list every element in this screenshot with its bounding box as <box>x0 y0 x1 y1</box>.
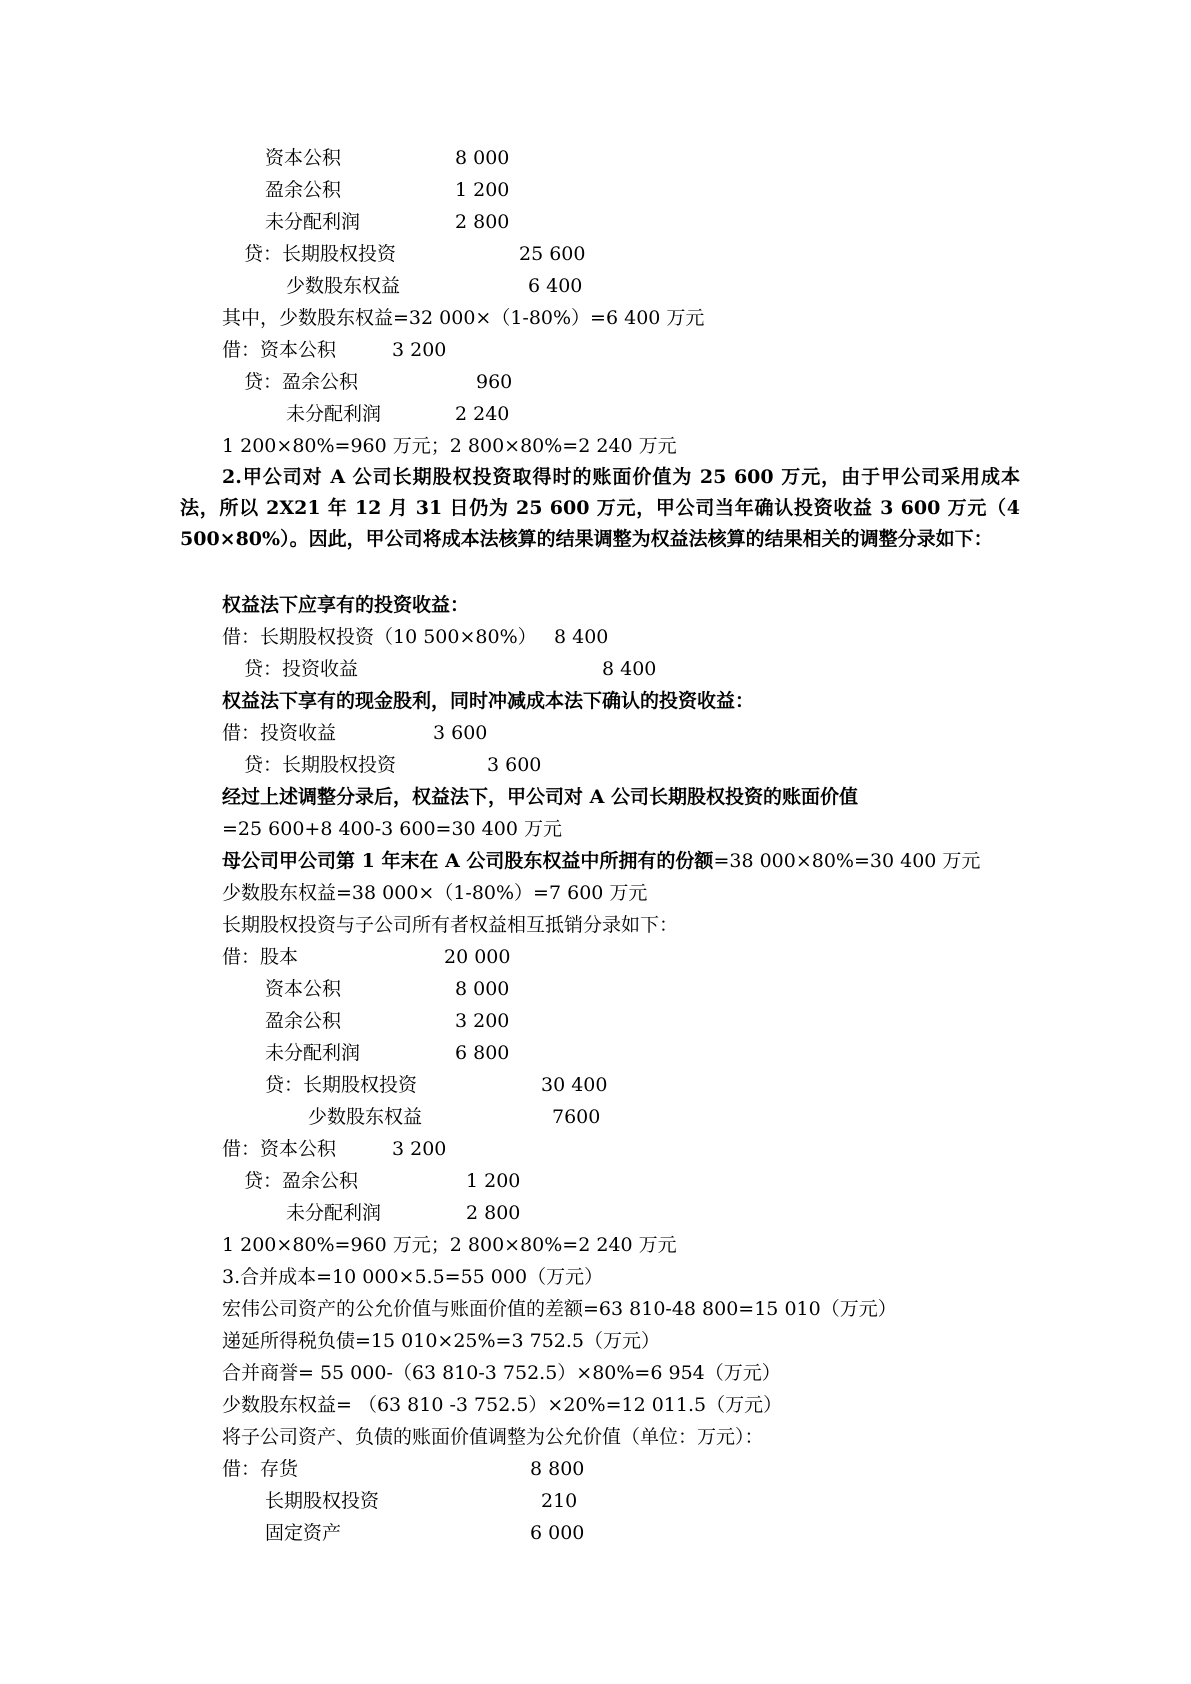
text-line: 少数股东权益= （63 810 -3 752.5）×20%=12 011.5（万元） <box>222 1394 783 1416</box>
account-name: 未分配利润 <box>286 403 382 425</box>
amount: 3 200 <box>392 339 447 361</box>
account-name: 未分配利润 <box>286 1202 382 1224</box>
entry-line <box>0 367 1191 398</box>
account-name: 资本公积 <box>265 147 342 169</box>
account-name: 贷：盈余公积 <box>244 1170 359 1192</box>
account-name: 盈余公积 <box>265 179 342 201</box>
text-line: 其中，少数股东权益=32 000×（1-80%）=6 400 万元 <box>222 307 705 329</box>
account-name: 借：投资收益 <box>222 722 337 744</box>
entry-line <box>0 143 1191 174</box>
entry-line <box>0 1486 1191 1517</box>
account-name: 少数股东权益 <box>308 1106 423 1128</box>
text-line: 递延所得税负债=15 010×25%=3 752.5（万元） <box>222 1330 660 1352</box>
formula: =38 000×80%=30 400 万元 <box>713 850 981 872</box>
text-line: 长期股权投资与子公司所有者权益相互抵销分录如下： <box>222 914 679 936</box>
account-name: 未分配利润 <box>265 1042 361 1064</box>
amount: 25 600 <box>519 243 586 265</box>
entry-line <box>0 1454 1191 1485</box>
account-name: 固定资产 <box>265 1522 342 1544</box>
entry-line <box>0 239 1191 270</box>
account-name: 资本公积 <box>265 978 342 1000</box>
paragraph: 2.甲公司对 A 公司长期股权投资取得时的账面价值为 25 600 万元，由于甲公司采用成本法，所以 2X21 年 12 月 31 日仍为 25 600 万元，甲公司当年确认投资收益 3 600 万元（4 500×80%）。因此，甲公司将成本法核算的结果调整为权益法核算的结果相关的调整分录如下： <box>180 466 1020 550</box>
subheading: 权益法下应享有的投资收益： <box>222 594 470 616</box>
entry-line <box>0 1198 1191 1229</box>
amount: 2 240 <box>455 403 510 425</box>
amount: 960 <box>476 371 513 393</box>
entry-line <box>0 942 1191 973</box>
entry-line <box>0 271 1191 302</box>
entry-line <box>0 1166 1191 1197</box>
entry-line <box>0 1070 1191 1101</box>
account-name: 贷：投资收益 <box>244 658 359 680</box>
account-name: 贷：盈余公积 <box>244 371 359 393</box>
text-line: 合并商誉= 55 000-（63 810-3 752.5）×80%=6 954（万元） <box>222 1362 781 1384</box>
subheading: 权益法下享有的现金股利，同时冲减成本法下确认的投资收益： <box>222 690 755 712</box>
text-line: 1 200×80%=960 万元；2 800×80%=2 240 万元 <box>222 1234 677 1256</box>
account-name: 借：资本公积 <box>222 339 337 361</box>
entry-line <box>0 974 1191 1005</box>
entry-line <box>0 1518 1191 1549</box>
subheading: 经过上述调整分录后，权益法下，甲公司对 A 公司长期股权投资的账面价值 <box>222 786 858 808</box>
amount: 2 800 <box>466 1202 521 1224</box>
account-name: 借：长期股权投资（10 500×80%） <box>222 626 537 648</box>
entry-line <box>0 175 1191 206</box>
text-line: 3.合并成本=10 000×5.5=55 000（万元） <box>222 1266 604 1288</box>
text-line: =25 600+8 400-3 600=30 400 万元 <box>222 818 562 840</box>
entry-line <box>0 622 1191 653</box>
amount: 8 800 <box>530 1458 585 1480</box>
account-name: 贷：长期股权投资 <box>244 243 397 265</box>
amount: 2 800 <box>455 211 510 233</box>
entry-line <box>0 207 1191 238</box>
account-name: 贷：长期股权投资 <box>244 754 397 776</box>
amount: 3 200 <box>392 1138 447 1160</box>
amount: 30 400 <box>541 1074 608 1096</box>
bold-phrase: 母公司甲公司第 1 年末在 A 公司股东权益中所拥有的份额 <box>222 850 714 872</box>
entry-line <box>0 654 1191 685</box>
amount: 8 400 <box>554 626 609 648</box>
entry-line <box>0 1038 1191 1069</box>
entry-line <box>0 399 1191 430</box>
amount: 8 400 <box>602 658 657 680</box>
amount: 3 600 <box>433 722 488 744</box>
amount: 3 600 <box>487 754 542 776</box>
amount: 6 000 <box>530 1522 585 1544</box>
account-name: 少数股东权益 <box>286 275 401 297</box>
account-name: 盈余公积 <box>265 1010 342 1032</box>
amount: 20 000 <box>444 946 511 968</box>
entry-line <box>0 335 1191 366</box>
entry-line <box>0 1102 1191 1133</box>
account-name: 长期股权投资 <box>265 1490 380 1512</box>
account-name: 未分配利润 <box>265 211 361 233</box>
text-line <box>222 846 980 877</box>
account-name: 借：资本公积 <box>222 1138 337 1160</box>
amount: 7600 <box>552 1106 601 1128</box>
text-line: 1 200×80%=960 万元；2 800×80%=2 240 万元 <box>222 435 677 457</box>
amount: 8 000 <box>455 147 510 169</box>
amount: 210 <box>541 1490 578 1512</box>
amount: 1 200 <box>466 1170 521 1192</box>
account-name: 借：存货 <box>222 1458 299 1480</box>
amount: 3 200 <box>455 1010 510 1032</box>
text-line: 将子公司资产、负债的账面价值调整为公允价值（单位：万元）： <box>222 1426 764 1448</box>
entry-line <box>0 750 1191 781</box>
amount: 6 800 <box>455 1042 510 1064</box>
entry-line <box>0 1006 1191 1037</box>
account-name: 贷：长期股权投资 <box>265 1074 418 1096</box>
amount: 1 200 <box>455 179 510 201</box>
account-name: 借：股本 <box>222 946 299 968</box>
text-line: 宏伟公司资产的公允价值与账面价值的差额=63 810-48 800=15 010（万元） <box>222 1298 897 1320</box>
amount: 8 000 <box>455 978 510 1000</box>
entry-line <box>0 1134 1191 1165</box>
amount: 6 400 <box>528 275 583 297</box>
entry-line <box>0 718 1191 749</box>
text-line: 少数股东权益=38 000×（1-80%）=7 600 万元 <box>222 882 648 904</box>
